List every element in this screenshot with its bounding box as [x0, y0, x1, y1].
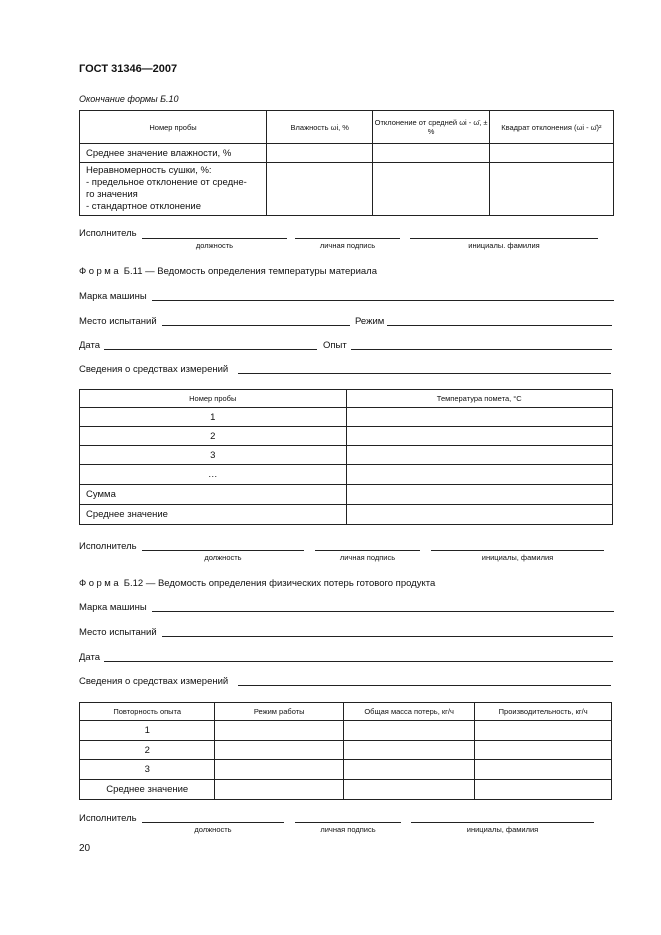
position-caption: должность [195, 241, 234, 250]
table-cell[interactable] [267, 163, 373, 216]
table-row: 1 [80, 721, 215, 741]
table-row: 1 [80, 408, 347, 427]
machine-label: Марка машины [79, 602, 147, 613]
table-cell[interactable] [373, 163, 489, 216]
test-place-label: Место испытаний [79, 316, 157, 327]
table-cell[interactable] [215, 780, 343, 800]
table-cell[interactable] [215, 760, 343, 780]
name-field[interactable] [410, 238, 598, 239]
form-word: Форма [79, 266, 122, 277]
test-place-field[interactable] [162, 325, 350, 326]
table-cell[interactable] [489, 163, 613, 216]
table-row: 2 [80, 741, 215, 760]
table-cell[interactable] [489, 144, 613, 163]
table-cell[interactable] [267, 144, 373, 163]
table-cell[interactable] [373, 144, 489, 163]
row-mean: Среднее значение [80, 505, 347, 525]
table-cell[interactable] [215, 721, 343, 741]
form-b12-table [79, 702, 612, 800]
table-row: 3 [80, 760, 215, 780]
signature-field[interactable] [295, 822, 401, 823]
table-cell[interactable] [346, 465, 613, 485]
signature-field[interactable] [315, 550, 420, 551]
table-cell[interactable] [475, 780, 612, 800]
name-caption: инициалы, фамилия [466, 825, 539, 834]
row-mean: Среднее значение [80, 780, 215, 800]
row-sum: Сумма [80, 485, 347, 505]
date-field[interactable] [104, 349, 317, 350]
machine-field[interactable] [152, 300, 614, 301]
form-b10-table [79, 110, 614, 216]
table-cell[interactable] [346, 446, 613, 465]
table-row: 3 [80, 446, 347, 465]
signature-caption: личная подпись [320, 825, 376, 834]
instruments-label: Сведения о средствах измерений [79, 364, 229, 375]
table-cell[interactable] [215, 741, 343, 760]
table-cell[interactable] [343, 760, 474, 780]
mode-label: Режим [355, 316, 385, 327]
table-cell[interactable] [346, 427, 613, 446]
col-temperature: Температура помета, °С [346, 390, 613, 408]
form-b11-title [79, 266, 377, 277]
signature-field[interactable] [295, 238, 400, 239]
table-row: 2 [80, 427, 347, 446]
table-cell[interactable] [475, 760, 612, 780]
name-field[interactable] [411, 822, 594, 823]
signature-caption: личная подпись [319, 241, 376, 250]
executor-label: Исполнитель [79, 228, 137, 239]
form-word: Форма [79, 578, 122, 589]
date-field[interactable] [104, 661, 613, 662]
test-place-field[interactable] [162, 636, 613, 637]
table-cell[interactable] [346, 485, 613, 505]
position-caption: должность [194, 825, 232, 834]
experiment-field[interactable] [351, 349, 612, 350]
form-b11-title-text: Б.11 — Ведомость определения температуры материала [123, 266, 377, 277]
table-cell[interactable] [475, 741, 612, 760]
col-sample-number: Номер пробы [80, 111, 267, 144]
position-caption: должность [204, 553, 242, 562]
executor-label: Исполнитель [79, 541, 137, 552]
col-deviation-squared: Квадрат отклонения (ωi - ω̄)² [489, 111, 613, 144]
date-label: Дата [79, 652, 101, 663]
row-drying-unevenness: Неравномерность сушки, %: - предельное отклонение от средне- го значения - стандартное отклонение [80, 163, 267, 216]
table-cell[interactable] [343, 741, 474, 760]
col-sample-number: Номер пробы [80, 390, 347, 408]
position-field[interactable] [142, 550, 304, 551]
form-b10-caption: Окончание формы Б.10 [79, 94, 179, 104]
executor-label: Исполнитель [79, 813, 137, 824]
machine-label: Марка машины [79, 291, 147, 302]
experiment-label: Опыт [323, 340, 347, 351]
page-number: 20 [79, 843, 91, 854]
form-b11-table [79, 389, 613, 525]
instruments-field[interactable] [238, 373, 611, 374]
signature-caption: личная подпись [339, 553, 396, 562]
col-moisture: Влажность ωi, % [267, 111, 373, 144]
position-field[interactable] [142, 238, 287, 239]
name-field[interactable] [431, 550, 604, 551]
form-b12-title-text: Б.12 — Ведомость определения физических потерь готового продукта [123, 578, 436, 589]
machine-field[interactable] [152, 611, 614, 612]
test-place-label: Место испытаний [79, 627, 157, 638]
table-cell[interactable] [343, 780, 474, 800]
table-cell[interactable] [343, 721, 474, 741]
col-productivity: Производительность, кг/ч [475, 703, 612, 721]
table-cell[interactable] [346, 408, 613, 427]
date-label: Дата [79, 340, 101, 351]
position-field[interactable] [142, 822, 284, 823]
row-mean-moisture: Среднее значение влажности, % [80, 144, 267, 163]
name-caption: инициалы, фамилия [481, 553, 554, 562]
instruments-field[interactable] [238, 685, 611, 686]
table-cell[interactable] [346, 505, 613, 525]
col-loss-mass: Общая масса потерь, кг/ч [343, 703, 474, 721]
form-b12-title [79, 578, 435, 589]
document-code: ГОСТ 31346—2007 [79, 63, 178, 75]
instruments-label: Сведения о средствах измерений [79, 676, 229, 687]
name-caption: инициалы. фамилия [468, 241, 540, 250]
col-deviation: Отклонение от средней ωi - ω̄, ± % [373, 111, 489, 144]
table-cell[interactable] [475, 721, 612, 741]
table-row: … [80, 465, 347, 485]
mode-field[interactable] [387, 325, 612, 326]
col-repetition: Повторность опыта [80, 703, 215, 721]
col-operating-mode: Режим работы [215, 703, 343, 721]
